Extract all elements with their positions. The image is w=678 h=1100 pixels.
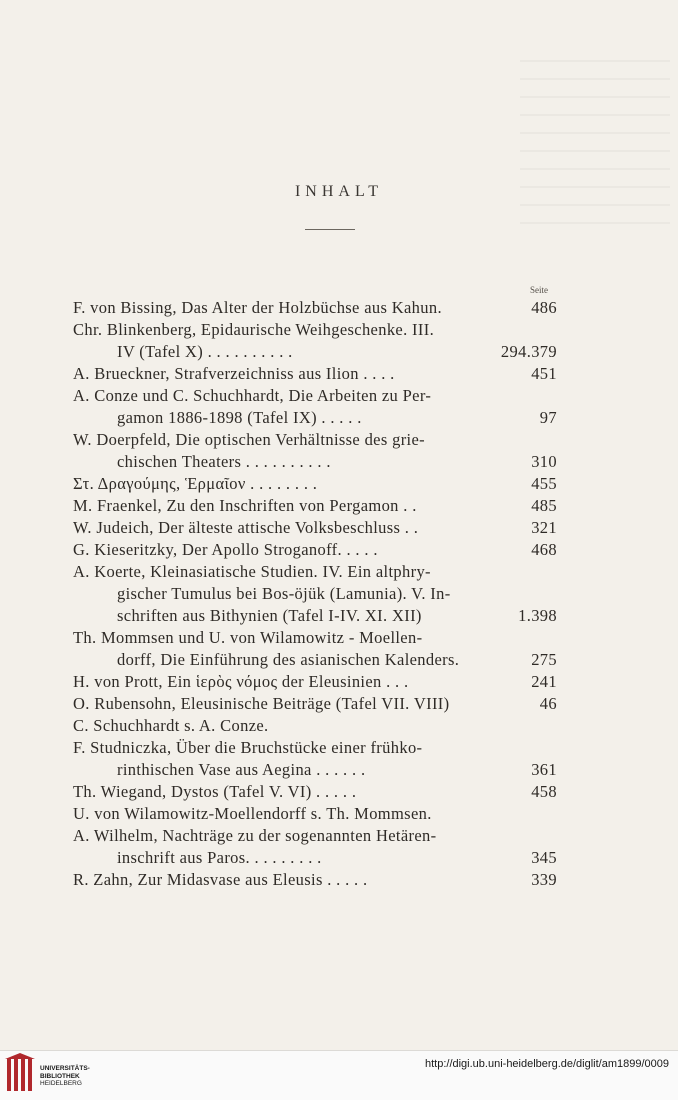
toc-page-number: 275	[531, 650, 557, 669]
toc-entry	[73, 627, 563, 649]
toc-page-number: 339	[531, 870, 557, 889]
page-title: INHALT	[294, 183, 384, 200]
toc-entry-text: R. Zahn, Zur Midasvase aus Eleusis . . . . .	[73, 870, 368, 889]
toc-entry-text: Th. Wiegand, Dystos (Tafel V. VI) . . . . .	[73, 782, 357, 801]
toc-entry-text: H. von Prott, Ein ἱερὸς νόμος der Eleusinien . . .	[73, 672, 409, 691]
toc-entry	[73, 517, 563, 539]
toc-entry-text: W. Doerpfeld, Die optischen Verhältnisse des grie-	[73, 430, 425, 449]
toc-entry-continuation	[73, 847, 563, 869]
toc-entry-text: dorff, Die Einführung des asianischen Kalenders.	[117, 650, 460, 669]
toc-page-number: 451	[531, 364, 557, 383]
toc-entry	[73, 715, 563, 737]
library-logo-icon	[5, 1053, 41, 1097]
library-name	[40, 1065, 90, 1088]
toc-page-number: 361	[531, 760, 557, 779]
library-name-line2: BIBLIOTHEK	[40, 1072, 80, 1080]
toc-entry-text: schriften aus Bithynien (Tafel I-IV. XI. XII)	[117, 606, 422, 625]
toc-entry-continuation	[73, 583, 563, 605]
toc-entry	[73, 561, 563, 583]
toc-entry	[73, 297, 563, 319]
toc-entry-text: A. Koerte, Kleinasiatische Studien. IV. Ein altphry-	[73, 562, 431, 581]
toc-page-number: 97	[539, 408, 557, 427]
toc-entry	[73, 781, 563, 803]
toc-entry-text: Th. Mommsen und U. von Wilamowitz - Moellen-	[73, 628, 423, 647]
toc-page-number: 321	[531, 518, 557, 537]
toc-entry	[73, 803, 563, 825]
toc-entry-text: U. von Wilamowitz-Moellendorff s. Th. Mommsen.	[73, 804, 432, 823]
toc-entry-continuation	[73, 759, 563, 781]
toc-page-number: 458	[531, 782, 557, 801]
toc-entry	[73, 429, 563, 451]
table-of-contents	[73, 297, 563, 891]
library-name-line3: HEIDELBERG	[40, 1080, 82, 1087]
toc-entry	[73, 319, 563, 341]
show-through-text	[520, 60, 670, 230]
toc-page-number: 241	[531, 672, 557, 691]
footer-bar	[0, 1050, 678, 1100]
toc-entry-text: A. Wilhelm, Nachträge zu der sogenannten Hetären-	[73, 826, 437, 845]
toc-entry-text: gamon 1886-1898 (Tafel IX) . . . . .	[117, 408, 362, 427]
toc-entry-continuation	[73, 407, 563, 429]
toc-entry	[73, 693, 563, 715]
toc-entry-continuation	[73, 649, 563, 671]
toc-entry	[73, 539, 563, 561]
toc-page-number: 310	[531, 452, 557, 471]
toc-entry-text: Στ. Δραγούμης, Ἑρμαῖον . . . . . . . .	[73, 474, 318, 493]
toc-entry	[73, 363, 563, 385]
toc-entry-text: F. Studniczka, Über die Bruchstücke einer frühko-	[73, 738, 423, 757]
toc-entry-text: A. Conze und C. Schuchhardt, Die Arbeiten zu Per-	[73, 386, 432, 405]
toc-entry-text: inschrift aus Paros. . . . . . . . .	[117, 848, 322, 867]
toc-entry-continuation	[73, 451, 563, 473]
toc-page-number: 485	[531, 496, 557, 515]
library-name-line1: UNIVERSITÄTS-	[40, 1065, 90, 1072]
toc-page-number: 345	[531, 848, 557, 867]
toc-page-number: 294.379	[500, 342, 557, 361]
toc-entry	[73, 825, 563, 847]
toc-entry-text: F. von Bissing, Das Alter der Holzbüchse aus Kahun.	[73, 298, 442, 317]
toc-entry-text: chischen Theaters . . . . . . . . . .	[117, 452, 331, 471]
toc-entry-text: G. Kieseritzky, Der Apollo Stroganoff. . . . .	[73, 540, 378, 559]
toc-page-number: 486	[531, 298, 557, 317]
toc-entry-text: O. Rubensohn, Eleusinische Beiträge (Tafel VII. VIII)	[73, 694, 450, 713]
toc-page-number: 455	[531, 474, 557, 493]
toc-entry	[73, 473, 563, 495]
seite-label: Seite	[530, 285, 548, 295]
toc-entry-text: M. Fraenkel, Zu den Inschriften von Pergamon . .	[73, 496, 417, 515]
title-rule	[305, 229, 355, 230]
toc-entry-text: W. Judeich, Der älteste attische Volksbeschluss . .	[73, 518, 419, 537]
toc-entry	[73, 737, 563, 759]
toc-entry-text: Chr. Blinkenberg, Epidaurische Weihgeschenke. III.	[73, 320, 435, 339]
source-url-link[interactable]: http://digi.ub.uni-heidelberg.de/diglit/am1899/0009	[424, 1058, 669, 1070]
toc-entry	[73, 869, 563, 891]
toc-entry	[73, 671, 563, 693]
toc-entry-text: rinthischen Vase aus Aegina . . . . . .	[117, 760, 366, 779]
toc-page-number: 468	[531, 540, 557, 559]
toc-entry-text: gischer Tumulus bei Bos-öjük (Lamunia). V. In-	[117, 584, 451, 603]
toc-entry-continuation	[73, 341, 563, 363]
toc-entry-text: C. Schuchhardt s. A. Conze.	[73, 716, 269, 735]
toc-page-number: 1.398	[518, 606, 557, 625]
toc-entry	[73, 495, 563, 517]
toc-entry-continuation	[73, 605, 563, 627]
toc-page-number: 46	[539, 694, 557, 713]
toc-entry-text: IV (Tafel X) . . . . . . . . . .	[117, 342, 293, 361]
toc-entry	[73, 385, 563, 407]
toc-entry-text: A. Brueckner, Strafverzeichniss aus Ilion . . . .	[73, 364, 395, 383]
